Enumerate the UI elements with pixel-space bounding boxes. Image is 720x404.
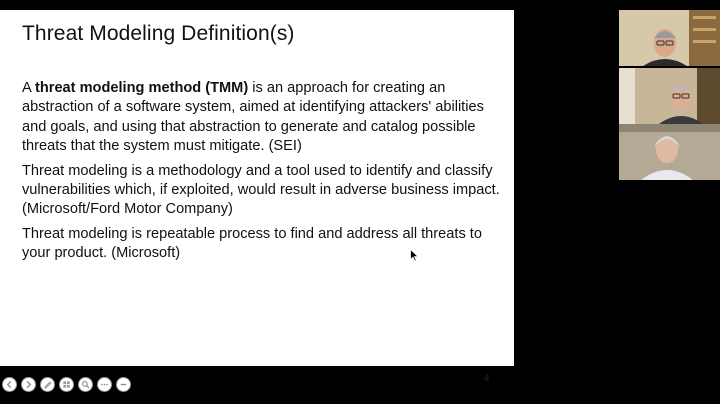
more-icon[interactable] bbox=[97, 377, 112, 392]
video-tile-participant-3[interactable] bbox=[619, 124, 720, 180]
definition-sei bbox=[22, 79, 502, 157]
video-tile-participant-1[interactable] bbox=[619, 10, 720, 66]
definition-sei-lead: A bbox=[22, 80, 35, 96]
definition-microsoft: Threat modeling is repeatable process to find and address all threats to your product. (Microsoft) bbox=[22, 225, 482, 262]
zoom-icon[interactable] bbox=[78, 377, 93, 392]
definition-sei-text: is an approach for creating an abstraction of a software system, aimed at identifying attackers' abilities and goals, and using that abstraction to generate and catalog possible threats that the system must mitigate. (SEI) bbox=[22, 80, 484, 155]
slide bbox=[0, 10, 514, 384]
slide-title: Threat Modeling Definition(s) bbox=[22, 22, 295, 45]
mouse-cursor-icon bbox=[410, 249, 419, 262]
next-icon[interactable] bbox=[21, 377, 36, 392]
video-tile-participant-2[interactable] bbox=[619, 68, 720, 124]
definition-microsoft-ford: Threat modeling is a methodology and a tool used to identify and classify vulnerabilities which, if exploited, would result in adverse business impact. (Microsoft/Ford Motor Company) bbox=[22, 162, 500, 218]
slide-body bbox=[22, 79, 502, 269]
previous-icon[interactable] bbox=[2, 377, 17, 392]
minus-icon[interactable] bbox=[116, 377, 131, 392]
definition-sei-term: threat modeling method (TMM) bbox=[34, 80, 249, 96]
slideshow-controls bbox=[2, 376, 131, 392]
pen-icon[interactable] bbox=[40, 377, 55, 392]
page-number: 4 bbox=[484, 373, 490, 384]
slides-grid-icon[interactable] bbox=[59, 377, 74, 392]
